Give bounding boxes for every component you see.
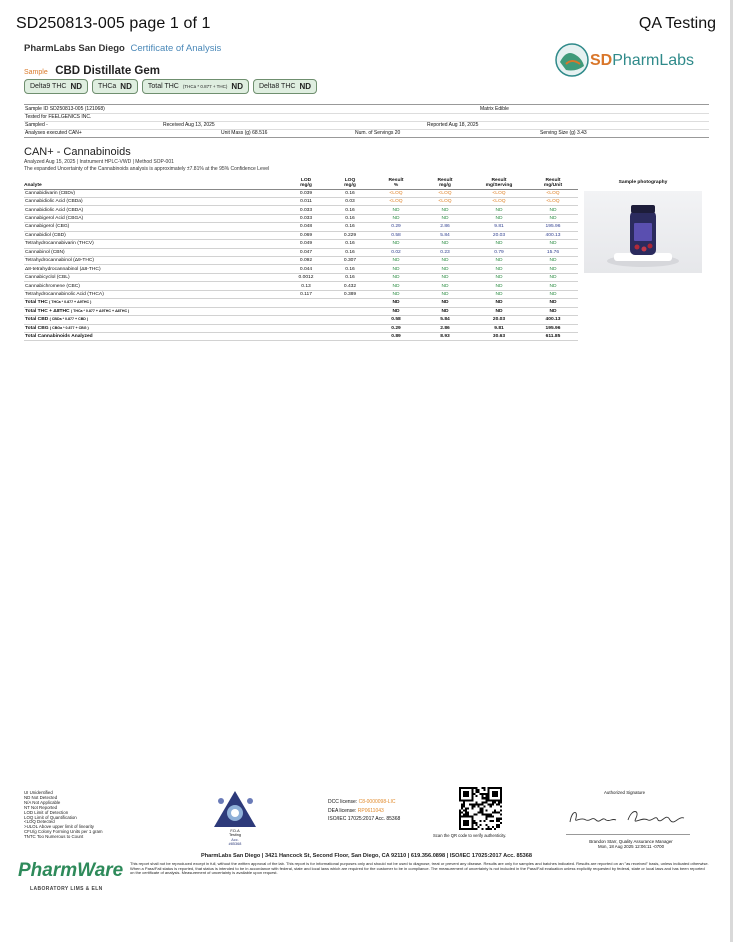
result-cell: <LOQ [470, 189, 528, 197]
analyte-name: Cannabigerol Acid (CBGA) [24, 214, 284, 222]
sample-photo-cell [578, 189, 708, 341]
result-cell: ND [372, 214, 420, 222]
result-cell: 15.76 [528, 248, 578, 256]
fda-line-3: Acc. #85368 [228, 837, 242, 847]
lod-cell: 0.033 [284, 214, 328, 222]
result-cell: 8.93 [420, 332, 470, 340]
result-cell: ND [470, 265, 528, 273]
legend-item: NT Not Reported [24, 804, 58, 810]
result-cell: 20.03 [470, 231, 528, 239]
info-row-3 [24, 122, 709, 129]
badge-label: THCa [98, 83, 117, 90]
result-cell: ND [420, 240, 470, 248]
badge-delta9-thc [24, 79, 88, 94]
badge-formula: (THCa * 0.877 + THC) [182, 84, 228, 89]
legend-item: N/A Not Applicable [24, 799, 61, 805]
result-cell: ND [372, 265, 420, 273]
loq-cell: 0.307 [328, 257, 372, 265]
sample-line [24, 61, 160, 79]
badge-label: Delta8 THC [258, 83, 296, 90]
loq-cell [328, 307, 372, 315]
lod-cell: 0.039 [284, 189, 328, 197]
legend-item: LOD Limit of Detection [24, 809, 69, 815]
lod-cell: 0.044 [284, 265, 328, 273]
result-cell: ND [420, 299, 470, 307]
result-cell: <LOQ [372, 189, 420, 197]
signature-line [566, 834, 690, 835]
analyte-name: Total THC ( THCa * 0.877 + Δ9THC ) [24, 299, 284, 307]
document-id: SD250813-005 page 1 of 1 [16, 15, 211, 32]
result-cell: ND [470, 206, 528, 214]
result-cell: ND [470, 307, 528, 315]
analyte-name: Cannabichromene (CBC) [24, 282, 284, 290]
unit-mass: Unit Mass (g) 68.516 [221, 130, 268, 136]
table-body [24, 189, 708, 341]
result-cell: 2.86 [420, 324, 470, 332]
loq-cell: 0.16 [328, 189, 372, 197]
lod-cell [284, 316, 328, 324]
result-cell: ND [420, 265, 470, 273]
result-cell: ND [420, 307, 470, 315]
analyte-name: Cannabicyclol (CBL) [24, 273, 284, 281]
iso-accreditation: ISO/IEC 17025:2017 Acc. 85368 [328, 816, 401, 823]
result-cell: <LOQ [528, 189, 578, 197]
reported: Reported Aug 18, 2025 [427, 122, 479, 128]
result-cell: ND [420, 206, 470, 214]
section-uncertainty: The expanded Uncertainty of the Cannabinoids analysis is approximately ±7.81% at the 95% Confidence Level [24, 166, 270, 172]
received: Received Aug 13, 2025 [163, 122, 215, 128]
sdpharmlabs-logo-text [590, 52, 694, 70]
result-cell: 400.13 [528, 316, 578, 324]
result-cell: ND [528, 240, 578, 248]
lod-cell: 0.092 [284, 257, 328, 265]
loq-cell [328, 316, 372, 324]
result-cell: ND [372, 240, 420, 248]
analyte-name: Cannabidiol (CBD) [24, 231, 284, 239]
analyte-name: Total CBD ( CBDa * 0.877 + CBD ) [24, 316, 284, 324]
col-analyte: Analyte [24, 177, 284, 189]
result-cell: <LOQ [372, 197, 420, 205]
legend-item: LOQ Limit of Quantification [24, 814, 77, 820]
abbreviation-legend [24, 791, 154, 840]
sample-photo [584, 191, 702, 273]
legend-item: UI Unidentified [24, 790, 53, 795]
dcc-label: DCC license: [328, 799, 358, 805]
lab-line [24, 43, 221, 54]
legend-item: <LOQ Detected [24, 819, 55, 825]
result-cell: ND [420, 290, 470, 298]
cannabinoids-table [24, 177, 708, 341]
result-cell: ND [470, 273, 528, 281]
loq-cell: 0.432 [328, 282, 372, 290]
lod-cell: 0.13 [284, 282, 328, 290]
license-block [328, 798, 400, 824]
loq-cell: 0.16 [328, 265, 372, 273]
result-cell: ND [528, 307, 578, 315]
tested-for: Tested for FEELGENICS INC. [25, 114, 92, 120]
fda-text [225, 829, 245, 847]
analyte-name: Tetrahydrocannabivarin (THCV) [24, 240, 284, 248]
analyte-name: Tetrahydrocannabinolic Acid (THCA) [24, 290, 284, 298]
result-cell: 195.96 [528, 324, 578, 332]
result-cell: 0.23 [420, 248, 470, 256]
analyses-executed: Analyses executed CAN+ [25, 130, 82, 136]
loq-cell: 0.16 [328, 240, 372, 248]
analyte-name: Total THC + Δ8THC ( THCa * 0.877 + Δ9THC + Δ8THC ) [24, 307, 284, 315]
handwritten-signature [566, 806, 690, 830]
result-cell: ND [528, 290, 578, 298]
potency-badges [24, 79, 317, 94]
result-cell: 0.29 [372, 223, 420, 231]
result-cell: 9.81 [470, 324, 528, 332]
result-cell: <LOQ [470, 197, 528, 205]
result-cell: ND [528, 214, 578, 222]
loq-cell [328, 332, 372, 340]
sample-name: CBD Distillate Gem [55, 65, 160, 77]
result-cell: 611.85 [528, 332, 578, 340]
badge-value: ND [120, 82, 132, 91]
dea-label: DEA license: [328, 807, 357, 814]
result-cell: 0.79 [470, 248, 528, 256]
col-result-pct: Result % [372, 177, 420, 189]
pharmware-subtitle: LABORATORY LIMS & ELN [30, 886, 103, 892]
lod-cell: 0.117 [284, 290, 328, 298]
badge-total-thc [142, 79, 249, 94]
result-cell: ND [528, 257, 578, 265]
signatory [575, 839, 687, 849]
loq-cell: 0.16 [328, 248, 372, 256]
result-cell: ND [420, 257, 470, 265]
result-cell: ND [528, 299, 578, 307]
result-cell: ND [528, 206, 578, 214]
analyte-name: Cannabigerol (CBG) [24, 223, 284, 231]
logo-prefix: SD [590, 52, 613, 69]
col-loq: LOQ mg/g [328, 177, 372, 189]
analyte-name: Cannabidivarin (CBDv) [24, 189, 284, 197]
dea-value: RP0611043 [357, 807, 384, 814]
legend-item: >ULOL Above upper limit of linearity [24, 824, 95, 830]
result-cell: <LOQ [420, 189, 470, 197]
result-cell: ND [470, 214, 528, 222]
result-cell: ND [372, 206, 420, 214]
analyte-name: Tetrahydrocannabinol (Δ9-THC) [24, 257, 284, 265]
section-analyzed: Analyzed Aug 15, 2025 | Instrument HPLC-VWD | Method SOP-001 [24, 159, 174, 165]
matrix: Matrix Edible [480, 106, 509, 112]
result-cell: 5.84 [420, 316, 470, 324]
analyte-name: Cannabidiolic Acid (CBDA) [24, 206, 284, 214]
analyte-name: Total CBG ( CBGa * 0.877 + CBG ) [24, 324, 284, 332]
result-cell: ND [470, 257, 528, 265]
result-cell: ND [470, 282, 528, 290]
section-title: CAN+ - Cannabinoids [24, 146, 131, 158]
info-divider [24, 137, 709, 138]
result-cell: ND [372, 273, 420, 281]
sample-id: Sample ID SD250813-005 (121068) [25, 106, 105, 112]
result-cell: 0.58 [372, 231, 420, 239]
result-cell: 5.84 [420, 231, 470, 239]
badge-value: ND [70, 82, 83, 91]
result-cell: 0.29 [372, 324, 420, 332]
authorized-signature-label: Authorized Signature [604, 790, 646, 795]
result-cell: ND [420, 273, 470, 281]
badge-thca [92, 79, 138, 94]
sampled: Sampled - [25, 122, 48, 128]
coa-label: Certificate of Analysis [130, 43, 222, 54]
analyte-name: Total Cannabinoids Analyzed [24, 332, 284, 340]
result-cell: ND [372, 299, 420, 307]
result-cell: ND [470, 240, 528, 248]
result-cell: ND [372, 290, 420, 298]
result-cell: ND [528, 282, 578, 290]
num-servings: Num. of Servings 20 [355, 130, 401, 136]
loq-cell: 0.03 [328, 197, 372, 205]
badge-label: Delta9 THC [30, 83, 67, 90]
analyte-name: Cannabidiolic Acid (CBDa) [24, 197, 284, 205]
signature-date: Mon, 18 Aug 2025 12:06:11 -0700 [597, 844, 665, 849]
badge-label: Total THC [147, 83, 179, 90]
sdpharmlabs-logo-mark-icon [552, 40, 592, 80]
result-cell: 195.96 [528, 223, 578, 231]
signatory-name: Brandon Starr, Quality Assurance Manager [589, 839, 673, 844]
loq-cell [328, 299, 372, 307]
loq-cell: 0.229 [328, 231, 372, 239]
legend-item: ND Not Detected [24, 794, 58, 800]
result-cell: <LOQ [420, 197, 470, 205]
result-cell: 0.58 [372, 316, 420, 324]
result-cell: 2.86 [420, 223, 470, 231]
loq-cell [328, 324, 372, 332]
result-cell: ND [470, 299, 528, 307]
legend-item: TNTC Too Numerous to Count [24, 834, 84, 840]
legend-item: CFU/g Colony Forming Units per 1 gram [24, 829, 103, 835]
dcc-value: C8-0000098-LIC [358, 799, 396, 805]
col-result-mgg: Result mg/g [420, 177, 470, 189]
lod-cell: 0.049 [284, 240, 328, 248]
info-row-1 [24, 106, 709, 113]
lab-name: PharmLabs San Diego [24, 43, 125, 54]
result-cell: 20.03 [470, 316, 528, 324]
col-sample-photography: Sample photography [618, 180, 668, 186]
lod-cell [284, 332, 328, 340]
badge-delta8-thc [253, 79, 317, 94]
loq-cell: 0.16 [328, 273, 372, 281]
result-cell: <LOQ [528, 197, 578, 205]
result-cell: ND [372, 282, 420, 290]
lod-cell [284, 324, 328, 332]
badge-value: ND [299, 82, 311, 91]
lod-cell: 0.033 [284, 206, 328, 214]
qa-testing-label: QA Testing [638, 15, 716, 32]
qr-caption: Scan the QR code to verify authenticity. [433, 833, 507, 838]
lod-cell: 0.047 [284, 248, 328, 256]
fda-line-2: Testing [228, 833, 242, 838]
serving-size: Serving Size (g) 3.43 [540, 130, 587, 136]
analyte-name: Δ8-tetrahydrocannabinol (Δ8-THC) [24, 265, 284, 273]
disclaimer: This report shall not be reproduced except in full, without the written approval of the lab. This report is for informational purposes only and should not be used to diagnose, treat or prevent any disease. Results are only for samples and batches indicated. Results are reported on an "as received" basis, unless indicated otherwise. When a Pass/Fail status is reported, that status is intended to be in accordance with federal, state and local laws which are required for the customer to be in compliance. The measurement of uncertainty is not included in the Pass/Fail evaluation unless explicitly requested by federal, state or local laws and has been reported on the certificate of analysis. Measurement of uncertainty is available upon request. [130, 861, 709, 876]
result-cell: 400.13 [528, 231, 578, 239]
result-cell: ND [470, 290, 528, 298]
lod-cell: 0.048 [284, 223, 328, 231]
product-jar-image-icon [584, 191, 702, 273]
col-lod: LOD mg/g [284, 177, 328, 189]
lod-cell: 0.011 [284, 197, 328, 205]
badge-value: ND [231, 82, 243, 91]
result-cell: 0.89 [372, 332, 420, 340]
lod-cell: 0.0012 [284, 273, 328, 281]
loq-cell: 0.389 [328, 290, 372, 298]
verification-qr-code[interactable] [459, 787, 502, 830]
info-divider [24, 104, 709, 105]
loq-cell: 0.16 [328, 206, 372, 214]
result-cell: ND [420, 214, 470, 222]
result-cell: ND [528, 265, 578, 273]
loq-cell: 0.16 [328, 214, 372, 222]
result-cell: ND [420, 282, 470, 290]
fda-line-1: F.D.A [230, 829, 240, 833]
loq-cell: 0.16 [328, 223, 372, 231]
lod-cell: 0.069 [284, 231, 328, 239]
table-row [24, 189, 708, 197]
col-result-mgserving: Result mg/Serving [470, 177, 528, 189]
result-cell: ND [372, 307, 420, 315]
table-header-row [24, 177, 708, 189]
info-row-4 [24, 130, 709, 137]
lod-cell [284, 307, 328, 315]
analyte-name: Cannabinol (CBN) [24, 248, 284, 256]
col-result-mgunit: Result mg/Unit [528, 177, 578, 189]
result-cell: ND [372, 257, 420, 265]
result-cell: 30.63 [470, 332, 528, 340]
pharmware-logo: PharmWare [18, 860, 124, 881]
lab-address: PharmLabs San Diego | 3421 Hancock St, Second Floor, San Diego, CA 92110 | 619.356.0898 | ISO/IEC 17025:2017 Acc. 85368 [200, 853, 533, 859]
sample-tag: Sample [24, 69, 48, 76]
lod-cell [284, 299, 328, 307]
result-cell: 0.02 [372, 248, 420, 256]
result-cell: ND [528, 273, 578, 281]
info-row-2 [24, 114, 709, 121]
result-cell: 9.81 [470, 223, 528, 231]
logo-rest: PharmLabs [612, 52, 695, 69]
